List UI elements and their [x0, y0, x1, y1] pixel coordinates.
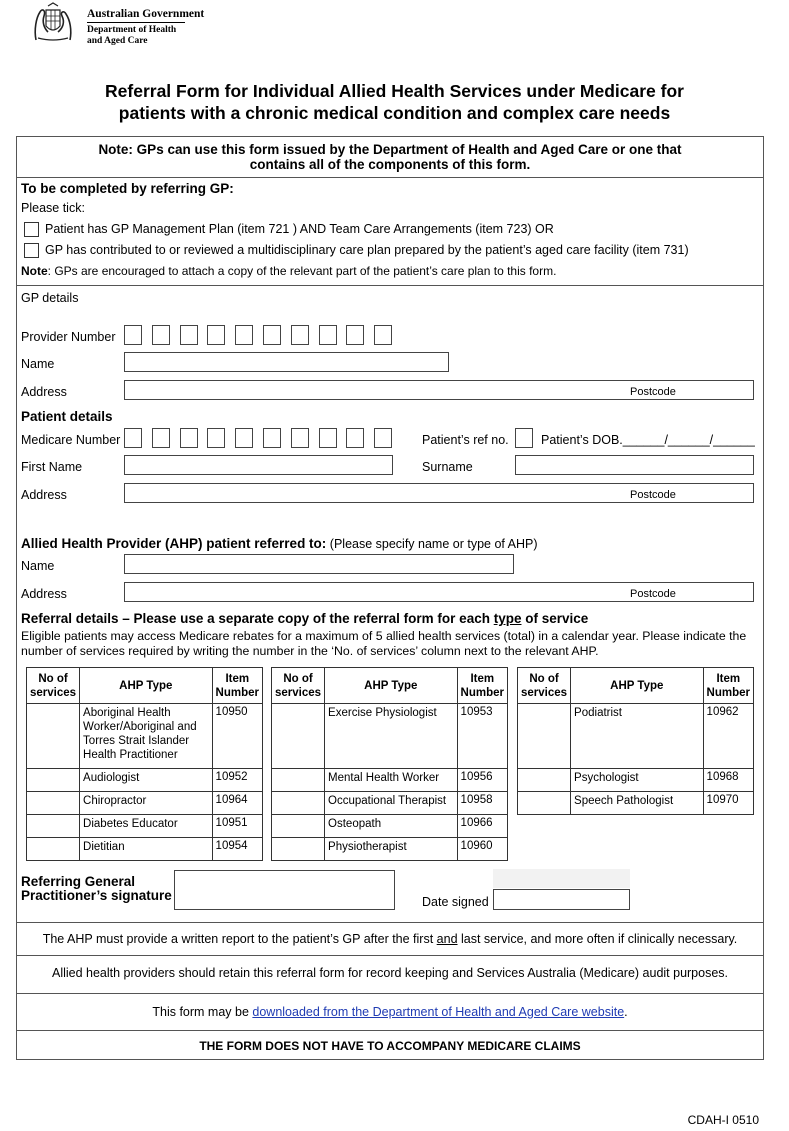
medicare-number-digit-box[interactable] — [319, 428, 337, 448]
item-number-cell: 10964 — [212, 792, 262, 815]
ahp-type-cell: Dietitian — [80, 838, 213, 861]
report-requirement-text — [16, 932, 764, 946]
download-text-b: . — [624, 1005, 628, 1019]
gp-postcode-label: Postcode — [630, 386, 676, 398]
no-of-services-field[interactable] — [27, 815, 80, 838]
ahp-type-cell: Exercise Physiologist — [325, 704, 458, 769]
signature-label-line2: Practitioner’s signature — [21, 888, 172, 903]
gp-section-heading: To be completed by referring GP: — [21, 181, 234, 196]
table-row — [518, 769, 754, 792]
item-number-cell: 10968 — [703, 769, 753, 792]
referral-para-line2: number of services required by writing the number in the ‘No. of services’ column next to the relevant AHP. — [21, 644, 599, 658]
no-of-services-field[interactable] — [518, 792, 571, 815]
no-of-services-field[interactable] — [27, 838, 80, 861]
table-row — [518, 704, 754, 769]
no-of-services-header: No of services — [272, 668, 325, 704]
item-number-header: Item Number — [457, 668, 507, 704]
medicare-number-digit-box[interactable] — [152, 428, 170, 448]
ahp-type-cell: Osteopath — [325, 815, 458, 838]
item-number-cell: 10953 — [457, 704, 507, 769]
table-row — [27, 704, 263, 769]
signature-label — [21, 875, 172, 903]
no-of-services-field[interactable] — [518, 704, 571, 769]
table-row — [272, 704, 508, 769]
form-code: CDAH-I 0510 — [687, 1113, 759, 1127]
table-row — [27, 838, 263, 861]
item-number-cell: 10960 — [457, 838, 507, 861]
ahp-type-cell: Occupational Therapist — [325, 792, 458, 815]
no-of-services-field[interactable] — [27, 704, 80, 769]
download-text-a: This form may be — [152, 1005, 253, 1019]
patient-dob-field[interactable]: Patient’s DOB.______/______/______ — [541, 433, 755, 447]
no-of-services-header: No of services — [518, 668, 571, 704]
medicare-number-digit-box[interactable] — [346, 428, 364, 448]
referral-heading-b: of service — [521, 611, 589, 626]
ahp-name-field[interactable] — [124, 554, 514, 574]
government-logo — [87, 8, 204, 47]
item-number-cell: 10962 — [703, 704, 753, 769]
note-banner — [16, 142, 764, 172]
aged-care-plan-checkbox[interactable] — [24, 243, 39, 258]
ahp-table-1 — [26, 667, 263, 861]
item-number-cell: 10966 — [457, 815, 507, 838]
care-plan-note-bold: Note — [21, 264, 48, 278]
first-name-field[interactable] — [124, 455, 393, 475]
department-name: Department of Health — [87, 25, 177, 35]
provider-number-digit-box[interactable] — [374, 325, 392, 345]
ahp-postcode-label: Postcode — [630, 588, 676, 600]
ahp-type-cell: Speech Pathologist — [571, 792, 704, 815]
referral-para-line1: Eligible patients may access Medicare rebates for a maximum of 5 allied health services (total) in a calendar year. Please indicate the — [21, 629, 747, 643]
department-name-2: and Aged Care — [87, 36, 148, 46]
patient-address-label: Address — [21, 488, 67, 502]
gp-details-heading: GP details — [21, 291, 79, 305]
patient-ref-label: Patient’s ref no. — [422, 433, 509, 447]
no-of-services-field[interactable] — [272, 838, 325, 861]
item-number-cell: 10950 — [212, 704, 262, 769]
gov-name: Australian Government — [87, 8, 205, 20]
ahp-type-cell: Mental Health Worker — [325, 769, 458, 792]
surname-label: Surname — [422, 460, 473, 474]
retain-form-text: Allied health providers should retain this referral form for record keeping and Services Australia (Medicare) audit purposes. — [51, 966, 729, 980]
item-number-header: Item Number — [703, 668, 753, 704]
table-row — [272, 815, 508, 838]
provider-number-digit-box[interactable] — [319, 325, 337, 345]
provider-number-digit-box[interactable] — [263, 325, 281, 345]
provider-number-digit-box[interactable] — [207, 325, 225, 345]
ahp-type-cell: Physiotherapist — [325, 838, 458, 861]
download-link[interactable]: downloaded from the Department of Health and Aged Care website — [252, 1005, 625, 1019]
form-title — [0, 80, 789, 124]
referral-heading — [21, 611, 588, 626]
coat-of-arms-icon — [30, 2, 76, 42]
report-text-b: last service, and more often if clinically necessary. — [457, 932, 738, 946]
medicare-number-digit-box[interactable] — [263, 428, 281, 448]
no-of-services-field[interactable] — [27, 769, 80, 792]
care-plan-note — [21, 264, 556, 278]
medicare-number-digit-box[interactable] — [291, 428, 309, 448]
aged-care-plan-label: GP has contributed to or reviewed a multidisciplinary care plan prepared by the patient’s aged care facility (item 731) — [45, 243, 689, 257]
item-number-cell: 10970 — [703, 792, 753, 815]
ahp-type-cell: Chiropractor — [80, 792, 213, 815]
date-signed-shade — [493, 869, 630, 888]
no-of-services-field[interactable] — [272, 704, 325, 769]
surname-field[interactable] — [515, 455, 754, 475]
table-row — [27, 792, 263, 815]
gp-name-label: Name — [21, 357, 55, 371]
no-of-services-field[interactable] — [272, 792, 325, 815]
gp-name-field[interactable] — [124, 352, 449, 372]
ahp-heading-bold: Allied Health Provider (AHP) patient referred to: — [21, 536, 327, 551]
no-of-services-field[interactable] — [518, 769, 571, 792]
signature-field[interactable] — [174, 870, 395, 910]
patient-details-heading: Patient details — [21, 409, 113, 424]
item-number-header: Item Number — [212, 668, 262, 704]
provider-number-label: Provider Number — [21, 330, 116, 344]
no-of-services-field[interactable] — [272, 815, 325, 838]
ahp-table-3 — [517, 667, 754, 815]
no-of-services-header: No of services — [27, 668, 80, 704]
date-signed-label: Date signed — [422, 895, 489, 909]
table-row — [272, 769, 508, 792]
note-line2: contains all of the components of this form. — [249, 157, 531, 172]
item-number-cell: 10952 — [212, 769, 262, 792]
table-row — [27, 769, 263, 792]
no-of-services-field[interactable] — [272, 769, 325, 792]
patient-ref-field[interactable] — [515, 428, 533, 448]
ahp-address-label: Address — [21, 587, 67, 601]
provider-number-digit-box[interactable] — [152, 325, 170, 345]
first-name-label: First Name — [21, 460, 83, 474]
provider-number-digit-box[interactable] — [235, 325, 253, 345]
ahp-type-cell: Diabetes Educator — [80, 815, 213, 838]
table-row — [518, 792, 754, 815]
medicare-number-digit-box[interactable] — [207, 428, 225, 448]
referral-heading-a: Referral details – Please use a separate copy of the referral form for each — [21, 611, 494, 626]
claims-notice: THE FORM DOES NOT HAVE TO ACCOMPANY MEDICARE CLAIMS — [199, 1039, 581, 1053]
table-row — [272, 838, 508, 861]
download-text — [16, 1005, 764, 1019]
medicare-number-digit-box[interactable] — [235, 428, 253, 448]
ahp-name-label: Name — [21, 559, 55, 573]
please-tick-label: Please tick: — [21, 201, 85, 215]
signature-label-line1: Referring General — [21, 874, 136, 889]
medicare-number-digit-box[interactable] — [124, 428, 142, 448]
provider-number-digit-box[interactable] — [124, 325, 142, 345]
ahp-heading — [21, 536, 538, 551]
gp-address-label: Address — [21, 385, 67, 399]
provider-number-digit-box[interactable] — [346, 325, 364, 345]
item-number-cell: 10951 — [212, 815, 262, 838]
form-title-line1: Referral Form for Individual Allied Health Services under Medicare for — [105, 81, 684, 101]
note-line1: Note: GPs can use this form issued by the Department of Health and Aged Care or one that — [98, 142, 682, 157]
referral-heading-type: type — [493, 611, 522, 626]
item-number-cell: 10956 — [457, 769, 507, 792]
provider-number-digit-box[interactable] — [291, 325, 309, 345]
care-plan-note-text: : GPs are encouraged to attach a copy of the relevant part of the patient’s care plan to this form. — [47, 264, 557, 278]
ahp-heading-note: (Please specify name or type of AHP) — [326, 537, 538, 551]
item-number-cell: 10958 — [457, 792, 507, 815]
ahp-type-cell: Audiologist — [80, 769, 213, 792]
ahp-type-header: AHP Type — [80, 668, 213, 704]
provider-number-digit-box[interactable] — [180, 325, 198, 345]
ahp-table-2 — [271, 667, 508, 861]
gp-management-plan-label: Patient has GP Management Plan (item 721 ) AND Team Care Arrangements (item 723) OR — [45, 222, 554, 236]
ahp-type-cell: Podiatrist — [571, 704, 704, 769]
gp-management-plan-checkbox[interactable] — [24, 222, 39, 237]
medicare-number-digit-box[interactable] — [374, 428, 392, 448]
ahp-type-header: AHP Type — [571, 668, 704, 704]
ahp-type-cell: Aboriginal Health Worker/Aboriginal and Torres Strait Islander Health Practitioner — [80, 704, 213, 769]
medicare-number-label: Medicare Number — [21, 433, 121, 447]
patient-postcode-label: Postcode — [630, 489, 676, 501]
table-row — [27, 815, 263, 838]
report-text-a: The AHP must provide a written report to the patient’s GP after the first — [42, 932, 437, 946]
item-number-cell: 10954 — [212, 838, 262, 861]
ahp-type-cell: Psychologist — [571, 769, 704, 792]
table-row — [272, 792, 508, 815]
ahp-type-header: AHP Type — [325, 668, 458, 704]
date-signed-field[interactable] — [493, 889, 630, 910]
form-title-line2: patients with a chronic medical condition and complex care needs — [118, 103, 671, 123]
medicare-number-digit-box[interactable] — [180, 428, 198, 448]
report-text-and: and — [436, 932, 458, 946]
no-of-services-field[interactable] — [27, 792, 80, 815]
